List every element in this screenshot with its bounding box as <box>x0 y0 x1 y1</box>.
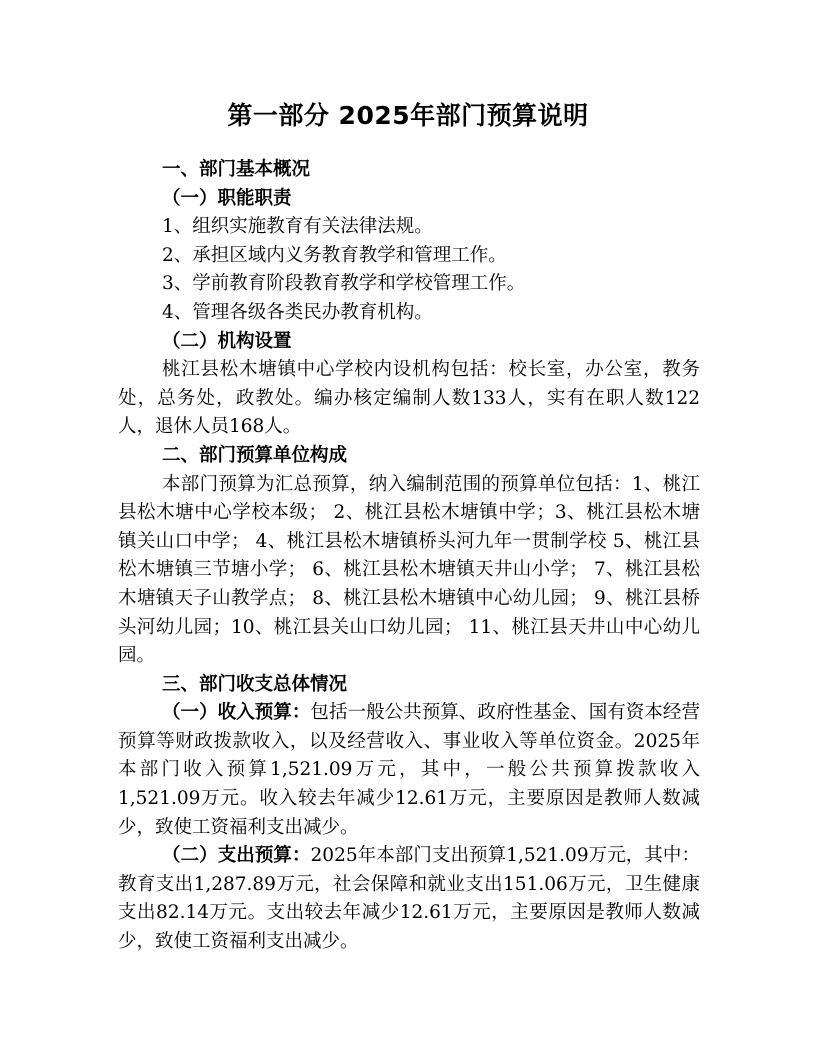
section-heading-basic-overview: 一、部门基本概况 <box>162 159 311 180</box>
section-heading-overall-situation: 三、部门收支总体情况 <box>162 673 348 695</box>
budget-units-paragraph: 本部门预算为汇总预算，纳入编制范围的预算单位包括：1、桃江县松木塘中心学校本级； 2、桃江县松木塘镇中学；3、桃江县松木塘镇关山口中学； 4、桃江县松木塘镇桥头河九年一贯制学校 5、桃江县松木塘镇三节塘小学； 6、桃江县松木塘镇天井山小学； 7、桃江县松木塘镇天子山教学点； 8、桃江县松木塘镇中心幼儿园； 9、桃江县桥头河幼儿园；10、桃江县关山口幼儿园； 11、桃江县天井山中心幼儿园。 <box>118 473 700 667</box>
income-budget-paragraph <box>118 699 700 842</box>
organization-paragraph: 桃江县松木塘镇中心学校内设机构包括：校长室，办公室，教务处，总务处，政教处。编办核定编制人数133人，实有在职人数122人，退休人员168人。 <box>118 359 700 438</box>
income-budget-label: （一）收入预算： <box>162 702 311 724</box>
document-body <box>118 156 700 957</box>
function-item: 2、承担区域内义务教育教学和管理工作。 <box>162 244 507 266</box>
expense-budget-paragraph <box>118 842 700 956</box>
section-heading-budget-units: 二、部门预算单位构成 <box>162 444 348 466</box>
function-item: 4、管理各级各类民办教育机构。 <box>162 301 433 323</box>
expense-budget-label: （二）支出预算： <box>162 845 311 867</box>
function-item: 3、学前教育阶段教育教学和学校管理工作。 <box>162 273 526 295</box>
page-title: 第一部分 2025年部门预算说明 <box>227 101 589 130</box>
income-budget-text: 包括一般公共预算、政府性基金、国有资本经营预算等财政拨款收入，以及经营收入、事业收入等单位资金。2025年本部门收入预算1,521.09万元，其中，一般公共预算拨款收入1,521.09万元。收入较去年减少12.61万元，主要原因是教师人数减少，致使工资福利支出减少。 <box>118 702 700 838</box>
function-item: 1、组织实施教育有关法律法规。 <box>162 216 433 238</box>
expense-budget-text: 2025年本部门支出预算1,521.09万元，其中：教育支出1,287.89万元，社会保障和就业支出151.06万元，卫生健康支出82.14万元。支出较去年减少12.61万元，主要原因是教师人数减少，致使工资福利支出减少。 <box>118 845 700 953</box>
subsection-heading-organization: （二）机构设置 <box>162 330 292 352</box>
subsection-heading-functions: （一）职能职责 <box>162 187 292 209</box>
